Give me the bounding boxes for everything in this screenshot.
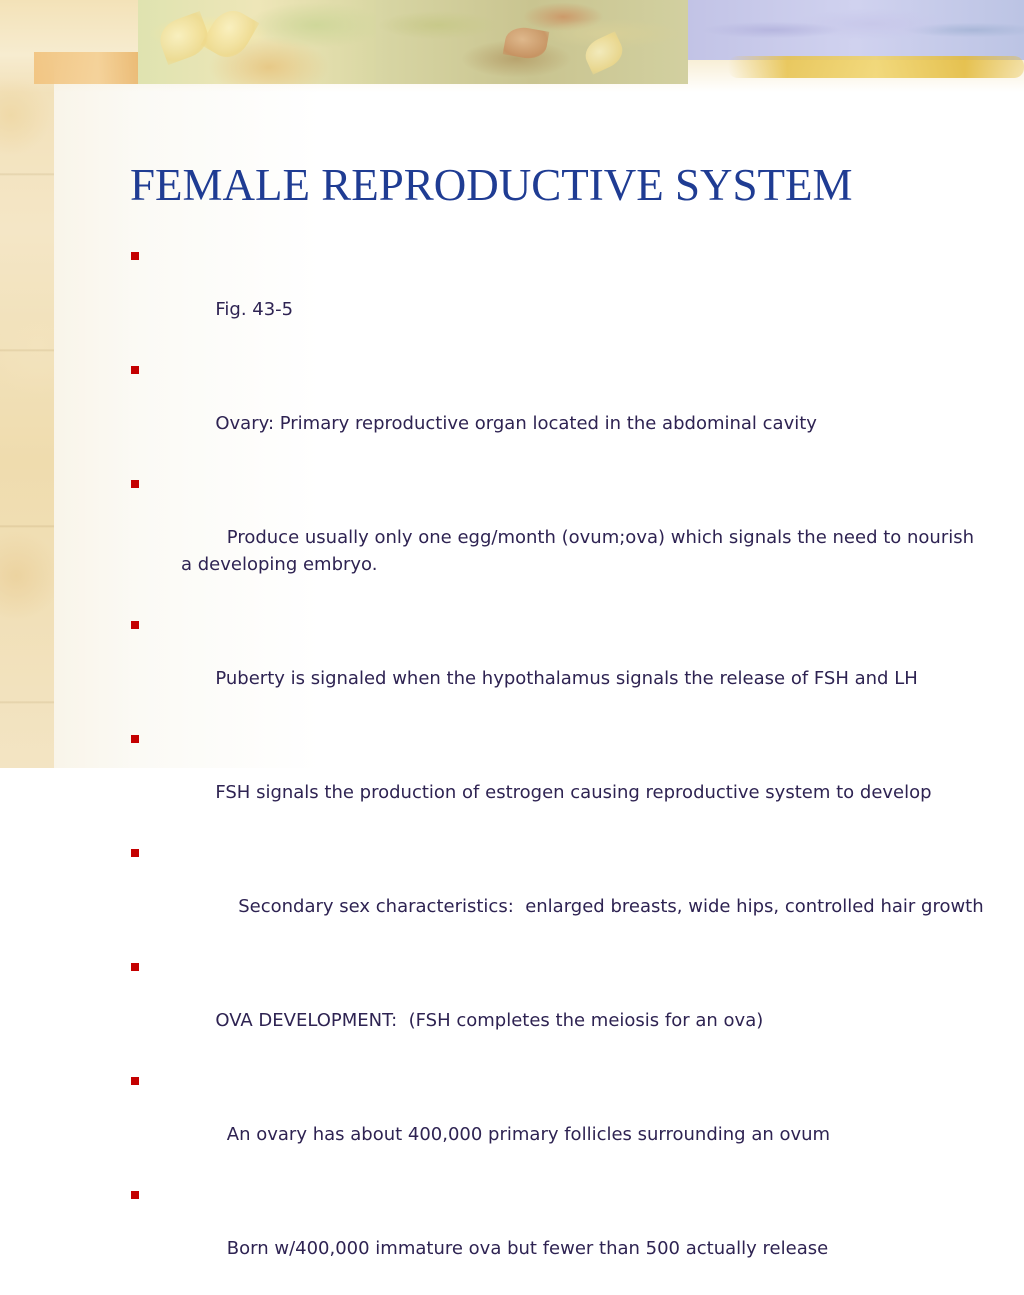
bullet-text: An ovary has about 400,000 primary follicles surrounding an ovum — [215, 1124, 831, 1145]
bullet-text: Born w/400,000 immature ova but fewer than 500 actually release — [215, 1238, 829, 1259]
bullet-item — [128, 611, 988, 719]
bullet-text: Fig. 43-5 — [215, 299, 294, 320]
bullet-item — [128, 839, 988, 947]
bullet-item — [128, 953, 988, 1061]
bullet-text: Puberty is signaled when the hypothalamus signals the release of FSH and LH — [215, 668, 918, 689]
bullet-square-icon — [131, 963, 139, 971]
bullet-item — [128, 242, 988, 350]
slide-title: FEMALE REPRODUCTIVE SYSTEM — [130, 160, 853, 210]
banner-orange-block — [34, 52, 140, 84]
bullet-square-icon — [131, 849, 139, 857]
banner-gold-streak — [728, 56, 1024, 78]
top-decorative-banner — [0, 0, 1024, 92]
bullet-square-icon — [131, 252, 139, 260]
bullet-square-icon — [131, 366, 139, 374]
bullet-item — [128, 356, 988, 464]
bullet-square-icon — [131, 735, 139, 743]
bullet-text: FSH signals the production of estrogen causing reproductive system to develop — [215, 782, 932, 803]
bullet-text: OVA DEVELOPMENT: (FSH completes the meiosis for an ova) — [215, 1010, 764, 1031]
bullet-square-icon — [131, 621, 139, 629]
bullet-item — [128, 470, 988, 605]
left-parchment-strip — [0, 0, 54, 768]
bullet-text: Ovary: Primary reproductive organ located in the abdominal cavity — [215, 413, 817, 434]
bullet-text: Produce usually only one egg/month (ovum;ova) which signals the need to nourish a developing embryo. — [181, 527, 980, 575]
bullet-text: Secondary sex characteristics: enlarged breasts, wide hips, controlled hair growth — [215, 896, 984, 917]
bullet-square-icon — [131, 1191, 139, 1199]
banner-foliage-image-right — [688, 0, 1024, 60]
bullet-square-icon — [131, 1077, 139, 1085]
bullet-item — [128, 1181, 988, 1289]
bullet-list — [128, 242, 988, 1295]
bullet-square-icon — [131, 480, 139, 488]
bullet-item — [128, 725, 988, 833]
bullet-item — [128, 1067, 988, 1175]
